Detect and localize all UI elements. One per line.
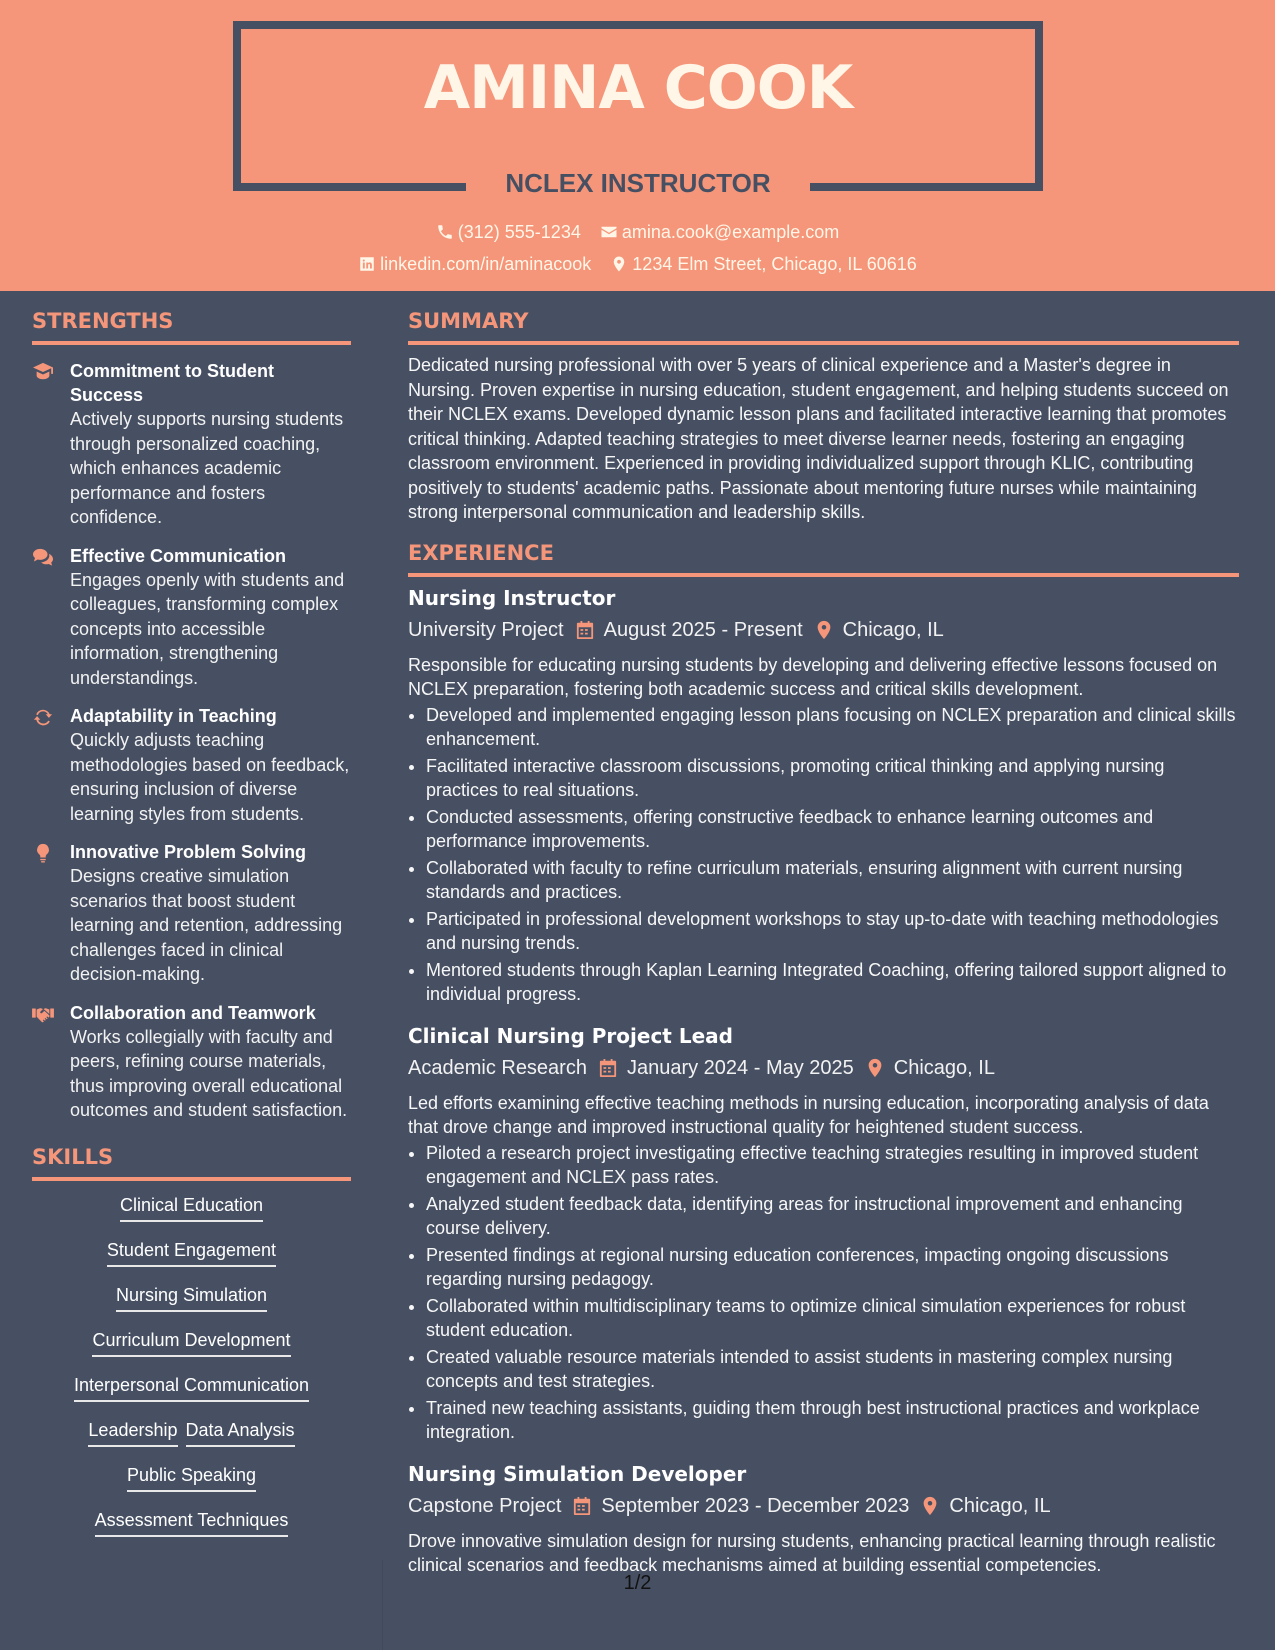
strength-description: Actively supports nursing students through personalized coaching, which enhances academic performance and fosters confidence.	[70, 409, 344, 527]
skill-tag: Data Analysis	[186, 1418, 295, 1447]
skill-tag: Curriculum Development	[92, 1328, 290, 1357]
graduation-cap-icon	[32, 362, 54, 382]
strength-description: Designs creative simulation scenarios that boost student learning and retention, addressing challenges faced in clinical decision-making.	[70, 866, 343, 984]
job-entry-title: Clinical Nursing Project Lead	[408, 1023, 733, 1048]
strength-title: Commitment to Student Success	[70, 361, 274, 405]
name-frame-bottom-right	[810, 183, 1043, 191]
strengths-heading: STRENGTHS	[32, 307, 351, 345]
job-bullet-list	[408, 703, 1239, 1007]
job-location: Chicago, IL	[949, 1494, 1051, 1517]
sync-arrows-icon	[32, 707, 54, 727]
strength-title: Adaptability in Teaching	[70, 706, 277, 726]
chat-bubbles-icon	[32, 547, 54, 567]
job-title: NCLEX INSTRUCTOR	[505, 168, 771, 198]
job-bullet: • Created valuable resource materials intended to assist students in mastering complex nursing concepts and test strategies.	[426, 1345, 1239, 1394]
phone-text: (312) 555-1234	[457, 222, 581, 242]
map-pin-icon	[866, 1058, 884, 1078]
email-text: amina.cook@example.com	[621, 222, 840, 242]
job-bullet-list	[408, 1141, 1239, 1445]
contact-address	[610, 252, 917, 276]
job-entry-meta	[408, 1491, 1239, 1521]
job-entry	[408, 1459, 1239, 1578]
skill-tag: Clinical Education	[120, 1193, 263, 1222]
job-bullet: • Mentored students through Kaplan Learning Integrated Coaching, offering tailored support aligned to individual progress.	[426, 958, 1239, 1007]
page-number: 1/2	[623, 1572, 652, 1594]
skills-section	[32, 1143, 351, 1553]
job-entry-title: Nursing Simulation Developer	[408, 1461, 747, 1486]
contact-row-1	[0, 220, 1275, 247]
phone-icon	[436, 223, 454, 241]
left-column	[32, 291, 351, 1553]
summary-text: Dedicated nursing professional with over 5 years of clinical experience and a Master's degree in Nursing. Proven expertise in nursing education, student engagement, and helping students succeed on their NCLEX exams. Developed dynamic lesson plans and facilitated interactive learning that promotes critical thinking. Adapted teaching strategies to meet diverse learner needs, fostering an engaging classroom environment. Experienced in providing individualized support through KLIC, contributing positively to students' academic paths. Passionate about mentoring future nurses while maintaining strong interpersonal communication and leadership skills.	[408, 355, 1229, 522]
job-organization: Capstone Project	[408, 1494, 562, 1517]
job-entry-title: Nursing Instructor	[408, 585, 616, 610]
contact-row-2	[0, 252, 1275, 279]
column-divider	[382, 1560, 383, 1650]
job-description: Led efforts examining effective teaching methods in nursing education, incorporating analysis of data that drove change and improved instructional quality for heightened student success.	[408, 1092, 1209, 1137]
job-bullet: • Developed and implemented engaging lesson plans focusing on NCLEX preparation and clinical skills enhancement.	[426, 703, 1239, 752]
strength-item	[32, 359, 351, 530]
candidate-name: AMINA COOK	[423, 53, 853, 123]
contact-phone[interactable]	[436, 220, 581, 244]
job-entry	[408, 583, 1239, 1007]
strength-title: Collaboration and Teamwork	[70, 1002, 316, 1023]
name-frame-bottom-left	[233, 183, 466, 191]
strength-item	[32, 544, 351, 691]
map-pin-icon	[921, 1496, 939, 1516]
skill-tag: Public Speaking	[127, 1463, 256, 1492]
skill-tag: Leadership	[88, 1418, 177, 1447]
calendar-icon	[599, 1058, 617, 1078]
job-bullet: • Trained new teaching assistants, guiding them through best instructional practices and workplace integration.	[426, 1396, 1239, 1445]
job-dates: August 2025 - Present	[603, 618, 803, 641]
job-description: Responsible for educating nursing students by developing and delivering effective lessons focused on NCLEX preparation, fostering both academic success and critical skills development.	[408, 654, 1218, 699]
job-dates: January 2024 - May 2025	[626, 1056, 854, 1079]
skills-heading: SKILLS	[32, 1143, 351, 1181]
handshake-icon	[32, 1004, 54, 1024]
skill-tag: Interpersonal Communication	[74, 1373, 309, 1402]
contact-email[interactable]	[600, 220, 839, 244]
strength-description: Engages openly with students and colleagues, transforming complex concepts into accessible information, strengthening understandings.	[70, 569, 345, 688]
job-bullet: • Conducted assessments, offering constructive feedback to enhance learning outcomes and performance improvements.	[426, 805, 1239, 854]
contact-linkedin[interactable]	[358, 252, 591, 276]
job-location: Chicago, IL	[842, 618, 944, 641]
strength-item	[32, 1001, 351, 1123]
linkedin-text: linkedin.com/in/aminacook	[380, 254, 592, 274]
job-organization: Academic Research	[408, 1056, 587, 1079]
strength-description: Works collegially with faculty and peers, refining course materials, thus improving overall educational outcomes and student satisfaction.	[70, 1026, 348, 1120]
resume-header	[0, 0, 1275, 291]
skills-list	[32, 1181, 351, 1553]
job-bullet: • Presented findings at regional nursing education conferences, impacting ongoing discussions regarding nursing pedagogy.	[426, 1243, 1239, 1292]
summary-heading: SUMMARY	[408, 307, 1239, 345]
strength-description: Quickly adjusts teaching methodologies based on feedback, ensuring inclusion of diverse learning styles from students.	[70, 730, 350, 824]
job-bullet: • Participated in professional development workshops to stay up-to-date with teaching methodologies and nursing trends.	[426, 907, 1239, 956]
lightbulb-icon	[32, 843, 54, 863]
job-entry-meta	[408, 615, 1239, 645]
strength-item	[32, 840, 351, 987]
calendar-icon	[573, 1496, 591, 1516]
right-column	[408, 291, 1239, 1578]
calendar-icon	[576, 620, 594, 640]
strength-title: Innovative Problem Solving	[70, 842, 307, 862]
address-text: 1234 Elm Street, Chicago, IL 60616	[632, 254, 917, 274]
job-entry-meta	[408, 1053, 1239, 1083]
strength-item	[32, 704, 351, 826]
skill-tag: Assessment Techniques	[95, 1508, 289, 1537]
experience-section	[408, 539, 1239, 1578]
job-bullet: • Piloted a research project investigating effective teaching strategies resulting in improved student engagement and NCLEX pass rates.	[426, 1141, 1239, 1190]
job-location: Chicago, IL	[893, 1056, 995, 1079]
skill-tag: Student Engagement	[107, 1238, 276, 1267]
job-dates: September 2023 - December 2023	[601, 1494, 910, 1517]
job-bullet: • Collaborated within multidisciplinary teams to optimize clinical simulation experiences for robust student education.	[426, 1294, 1239, 1343]
envelope-icon	[600, 223, 618, 241]
job-entry	[408, 1021, 1239, 1445]
experience-heading: EXPERIENCE	[408, 539, 1239, 577]
strength-title: Effective Communication	[70, 545, 287, 566]
job-description: Drove innovative simulation design for nursing students, enhancing practical learning through realistic clinical scenarios and feedback mechanisms aimed at building essential competencies.	[408, 1530, 1216, 1575]
map-pin-icon	[815, 620, 833, 640]
skill-tag: Nursing Simulation	[116, 1283, 267, 1312]
linkedin-icon	[358, 255, 376, 273]
job-bullet: • Facilitated interactive classroom discussions, promoting critical thinking and applying nursing practices to real situations.	[426, 754, 1239, 803]
job-bullet: • Collaborated with faculty to refine curriculum materials, ensuring alignment with current nursing standards and practices.	[426, 856, 1239, 905]
job-bullet: • Analyzed student feedback data, identifying areas for instructional improvement and enhancing course delivery.	[426, 1192, 1239, 1241]
map-pin-icon	[610, 255, 628, 273]
job-organization: University Project	[408, 618, 564, 641]
